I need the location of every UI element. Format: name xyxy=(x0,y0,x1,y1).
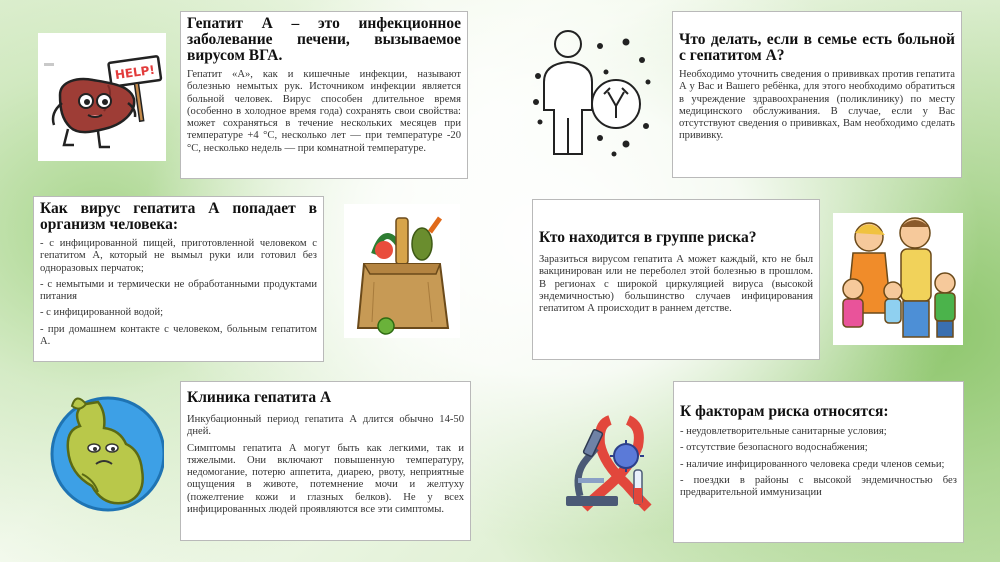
hepatitis-definition-text: Гепатит «А», как и кишечные инфекции, называют болезнью немытых рук. Источником инфекции является больной человек. Вирус способен длительное время (особенно в холодное время года) сохранять свои свойства: может сохраняться в течение нескольких месяцев при температуре +4 °С, несколько лет — при температуре -20 °С, несколько недель — при комнатной температуре. xyxy=(187,69,461,154)
help-sign-text: HELP! xyxy=(114,62,156,83)
sick-liver-illustration xyxy=(42,390,164,516)
transmission-item: - при домашнем контакте с человеком, больным гепатитом А. xyxy=(40,323,317,348)
hepatitis-definition-card xyxy=(180,11,468,179)
risk-factors-title: К факторам риска относятся: xyxy=(680,403,889,420)
family-patient-card xyxy=(672,11,962,178)
microscope-ribbon-illustration xyxy=(548,404,664,516)
risk-group-title: Кто находится в группе риска? xyxy=(539,229,757,246)
clinic-title: Клиника гепатита А xyxy=(187,389,332,406)
hepatitis-definition-title: Гепатит А – это инфекционное заболевание печени, вызываемое вирусом ВГА. xyxy=(187,15,461,64)
family-illustration xyxy=(833,213,963,345)
grocery-bag-illustration xyxy=(344,204,460,338)
person-antibody-illustration xyxy=(530,22,660,162)
risk-factor-item: - поездки в районы с высокой эндемичностью без предварительной иммунизации xyxy=(680,474,957,499)
family-patient-title: Что делать, если в семье есть больной с гепатитом А? xyxy=(679,31,955,64)
risk-factors-card xyxy=(673,381,964,543)
risk-factor-item: - отсутствие безопасного водоснабжения; xyxy=(680,442,868,454)
clinic-card xyxy=(180,381,471,541)
clinic-text: Инкубационный период гепатита А длится обычно 14-50 дней. xyxy=(187,414,464,438)
risk-group-text: Заразиться вирусом гепатита А может каждый, кто не был вакцинирован или не переболел этой болезнью в прошлом. В регионах с широкой циркуляцией вируса (высокой эндемичностью) большинство случаев инфицирования гепатитом А происходит в раннем детстве. xyxy=(539,254,813,315)
risk-group-card xyxy=(532,199,820,360)
transmission-item: - с инфицированной водой; xyxy=(40,307,164,319)
clinic-text: Симптомы гепатита А могут быть как легкими, так и тяжелыми. Они включают повышенную температуру, недомогание, потерю аппетита, диарею, рвоту, неприятные ощущения в животе, потемнение мочи и желтуху (пожелтение кожи и глазных белков). Не у всех инфицированных людей проявляются все эти симптомы. xyxy=(187,442,464,516)
family-patient-text: Необходимо уточнить сведения о прививках против гепатита А у Вас и Вашего ребёнка, для этого необходимо обратиться в учреждение здравоохранения (поликлинику) по месту медицинского обслуживания. В случае, если у Вас отсутствуют сведения о прививках, Вам необходимо сделать прививку. xyxy=(679,69,955,142)
transmission-item: - с инфицированной пищей, приготовленной человеком с гепатитом А, который не вымыл руки или готовил без одноразовых перчаток; xyxy=(40,238,317,274)
risk-factor-item: - неудовлетворительные санитарные условия; xyxy=(680,426,887,437)
transmission-title: Как вирус гепатита А попадает в организм человека: xyxy=(40,200,317,233)
transmission-card xyxy=(33,196,324,362)
liver-help-illustration xyxy=(38,33,166,161)
risk-factor-item: - наличие инфицированного человека среди членов семьи; xyxy=(680,458,945,470)
transmission-item: - с немытыми и термически не обработанными продуктами питания xyxy=(40,278,317,303)
